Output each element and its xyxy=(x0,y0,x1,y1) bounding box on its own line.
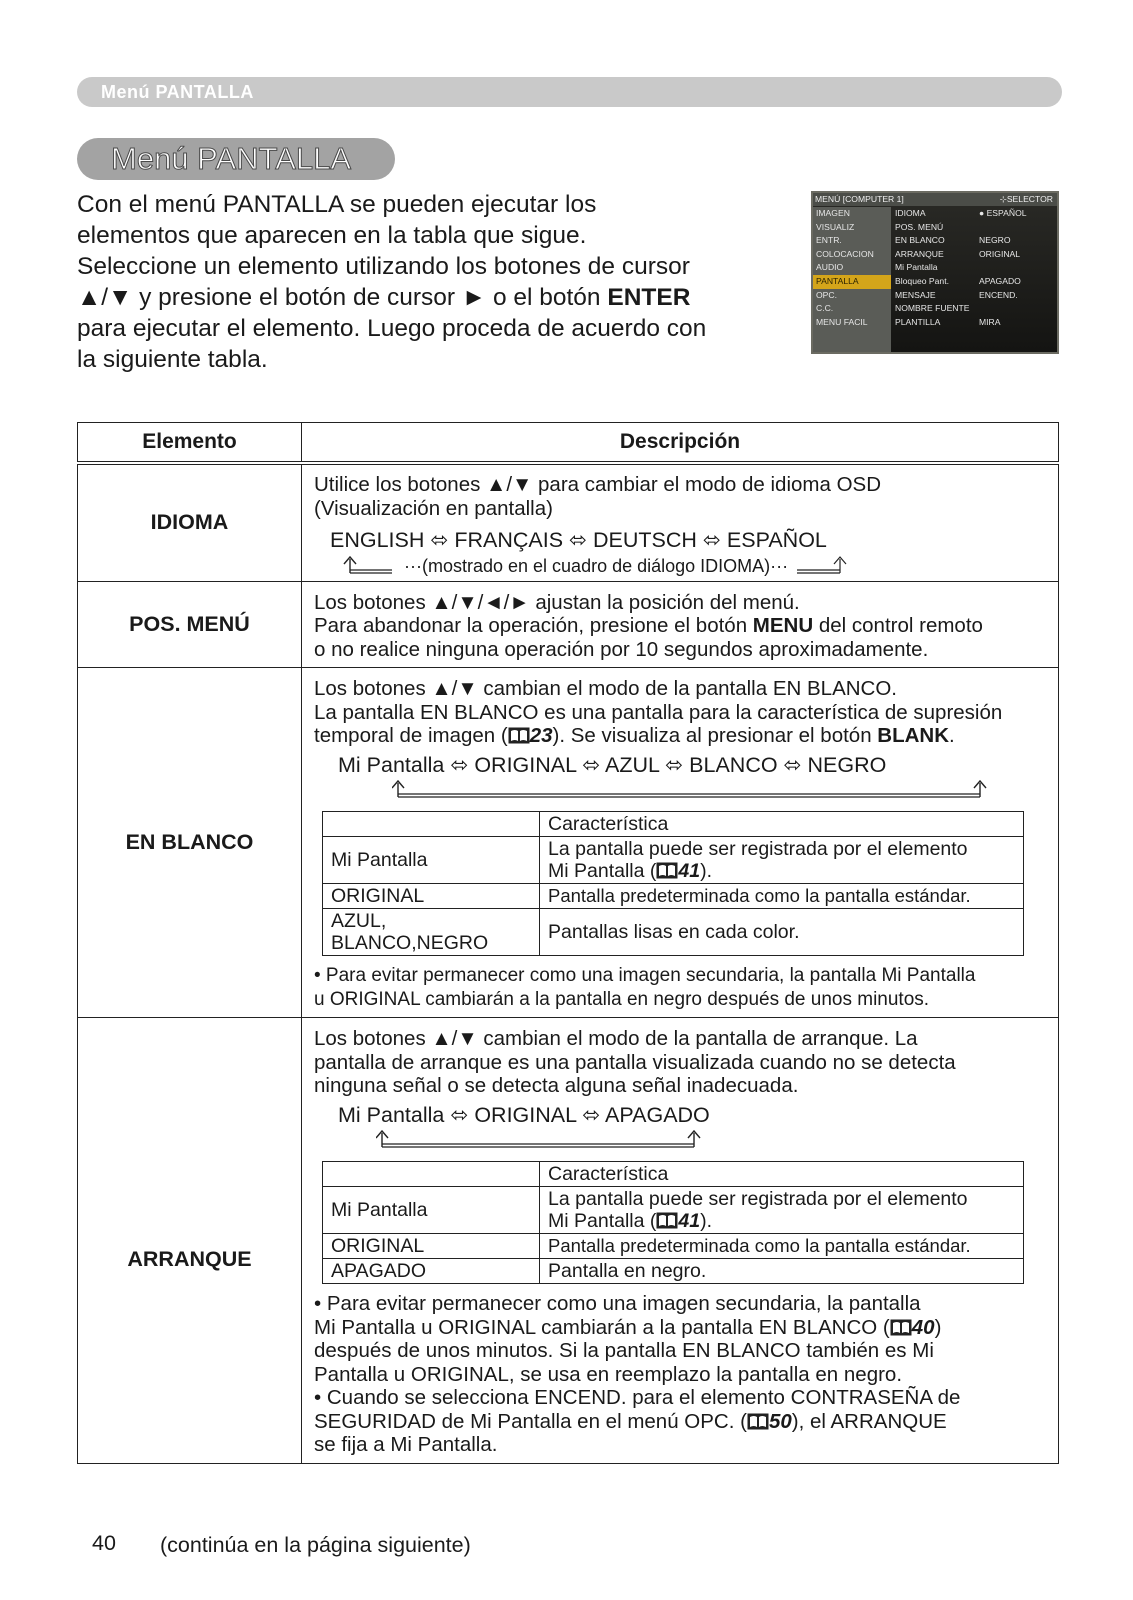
osd-menu-screenshot xyxy=(811,191,1059,354)
sub-header-empty xyxy=(323,1162,540,1187)
intro-line: Seleccione un elemento utilizando los botones de cursor xyxy=(77,253,690,280)
osd-header-left: MENÚ [COMPUTER 1] xyxy=(815,194,904,204)
option-desc: Pantalla en negro. xyxy=(540,1259,1024,1284)
option-desc-line: La pantalla puede ser registrada por el elemento xyxy=(548,838,968,860)
startup-cycle: Mi Pantalla ⬄ ORIGINAL ⬄ APAGADO xyxy=(338,1102,710,1127)
option-desc: Pantalla predeterminada como la pantalla estándar. xyxy=(540,884,1024,909)
osd-menu-item: AUDIO xyxy=(816,262,844,273)
sub-table-row xyxy=(323,909,1024,956)
option-desc: Pantalla predeterminada como la pantalla estándar. xyxy=(540,1234,1024,1259)
desc-line: pantalla de arranque es una pantalla visualizada cuando no se detecta xyxy=(314,1050,956,1074)
osd-value: MIRA xyxy=(979,316,1001,327)
cycle-return-note xyxy=(314,553,1048,577)
osd-menu-item: ENTR. xyxy=(816,235,842,246)
osd-value: ● ESPAÑOL xyxy=(979,208,1027,218)
menu-items-table xyxy=(77,422,1059,1464)
table-row-en-blanco xyxy=(78,668,1059,1018)
table-row-arranque xyxy=(78,1018,1059,1464)
osd-menu-item: OPC. xyxy=(816,289,838,300)
desc-line xyxy=(314,724,1048,748)
desc-text: ). xyxy=(700,860,712,882)
desc-text: Mi Pantalla ( xyxy=(548,860,657,882)
sub-header-feature: Característica xyxy=(540,1162,1024,1187)
desc-line xyxy=(314,614,1048,638)
item-name-en-blanco: EN BLANCO xyxy=(78,668,302,1018)
intro-line: para ejecutar el elemento. Luego proceda de acuerdo con xyxy=(77,315,707,342)
sub-header-empty xyxy=(323,812,540,837)
osd-value-list xyxy=(979,207,1027,329)
book-reference-icon xyxy=(656,862,678,879)
column-header-description: Descripción xyxy=(302,423,1059,464)
option-name: Mi Pantalla xyxy=(323,1187,540,1234)
column-header-item: Elemento xyxy=(78,423,302,464)
enter-key-label: ENTER xyxy=(607,284,691,311)
osd-header-right: ⊹SELECTOR xyxy=(999,194,1053,204)
menu-button-label: MENU xyxy=(752,614,814,637)
note-line xyxy=(314,1316,1048,1340)
sub-header-feature: Característica xyxy=(540,812,1024,837)
book-reference-icon xyxy=(747,1413,769,1430)
option-name-line: BLANCO,NEGRO xyxy=(331,932,489,954)
language-note: ···(mostrado en el cuadro de diálogo IDIOMA)··· xyxy=(404,555,789,576)
blank-cycle: Mi Pantalla ⬄ ORIGINAL ⬄ AZUL ⬄ BLANCO ⬄ NEGRO xyxy=(338,752,887,777)
intro-line: Con el menú PANTALLA se pueden ejecutar los xyxy=(77,191,597,218)
desc-line: Los botones ▲/▼ cambian el modo de la pantalla EN BLANCO. xyxy=(314,677,897,700)
osd-value xyxy=(979,261,1027,275)
note-line xyxy=(314,1410,1048,1434)
osd-value: NEGRO xyxy=(979,235,1011,246)
item-desc-arranque xyxy=(302,1018,1059,1464)
osd-submenu-item: EN BLANCO xyxy=(895,235,945,246)
desc-line: Los botones ▲/▼ cambian el modo de la pantalla de arranque. La xyxy=(314,1027,918,1050)
sub-table-row xyxy=(323,884,1024,909)
desc-text: ), el ARRANQUE xyxy=(791,1409,947,1433)
sub-table-row xyxy=(323,837,1024,884)
return-arrow-icon xyxy=(376,1127,776,1151)
desc-text: del control remoto xyxy=(813,614,983,637)
osd-menu-item: MENU FACIL xyxy=(816,316,868,327)
section-header-bar xyxy=(77,77,1062,107)
blank-options-table xyxy=(322,811,1024,956)
desc-line: Utilice los botones ▲/▼ para cambiar el modo de idioma OSD xyxy=(314,473,881,496)
desc-text: ). xyxy=(700,1210,712,1232)
note-line: se fija a Mi Pantalla. xyxy=(314,1433,498,1456)
osd-menu-item: COLOCACION xyxy=(816,248,874,259)
note-line: Pantalla u ORIGINAL, se usa en reemplazo la pantalla en negro. xyxy=(314,1362,903,1386)
item-desc-pos-menu xyxy=(302,581,1059,668)
option-desc-line xyxy=(548,1210,1015,1232)
osd-value: ENCEND. xyxy=(979,289,1018,300)
option-desc xyxy=(540,837,1024,884)
osd-submenu-item: NOMBRE FUENTE xyxy=(895,303,970,314)
sub-table-header xyxy=(323,812,1024,837)
option-name: APAGADO xyxy=(323,1259,540,1284)
book-reference-icon xyxy=(890,1319,912,1336)
option-desc-line: La pantalla puede ser registrada por el elemento xyxy=(548,1188,968,1210)
note-line: después de unos minutos. Si la pantalla EN BLANCO también es Mi xyxy=(314,1339,934,1362)
item-desc-idioma xyxy=(302,463,1059,581)
section-header-label: Menú PANTALLA xyxy=(101,82,254,102)
page-reference: 41 xyxy=(678,860,701,882)
page-reference: 23 xyxy=(529,724,553,747)
option-desc xyxy=(540,1187,1024,1234)
osd-value: ORIGINAL xyxy=(979,248,1021,259)
desc-text: . xyxy=(949,724,955,747)
return-arrow-icon xyxy=(392,777,992,801)
osd-menu-list xyxy=(813,207,891,352)
table-row-pos-menu xyxy=(78,581,1059,668)
osd-menu-item: C.C. xyxy=(816,303,834,314)
osd-value: APAGADO xyxy=(979,275,1021,286)
option-desc: Pantallas lisas en cada color. xyxy=(540,909,1024,956)
desc-text: ). Se visualiza al presionar el botón xyxy=(552,724,878,747)
sub-table-row xyxy=(323,1259,1024,1284)
osd-submenu-item: IDIOMA xyxy=(895,208,926,218)
blank-button-label: BLANK xyxy=(877,724,950,747)
note-line: • Para evitar permanecer como una imagen secundaria, la pantalla xyxy=(314,1292,921,1315)
option-name: ORIGINAL xyxy=(323,884,540,909)
osd-submenu-item: Bloqueo Pant. xyxy=(895,275,949,286)
osd-submenu-item: MENSAJE xyxy=(895,289,936,300)
desc-line: ninguna señal o se detecta alguna señal inadecuada. xyxy=(314,1074,799,1097)
desc-text: Para abandonar la operación, presione el botón xyxy=(314,614,753,637)
intro-line: elementos que aparecen en la tabla que sigue. xyxy=(77,222,587,249)
language-cycle: ENGLISH ⬄ FRANÇAIS ⬄ DEUTSCH ⬄ ESPAÑOL xyxy=(330,528,827,552)
osd-menu-item: VISUALIZ xyxy=(816,221,855,232)
osd-submenu-list xyxy=(895,207,969,329)
page-reference: 41 xyxy=(678,1210,701,1232)
osd-menu-item-selected: PANTALLA xyxy=(813,275,891,289)
intro-paragraph xyxy=(77,189,777,375)
book-reference-icon xyxy=(508,727,530,744)
desc-text: temporal de imagen ( xyxy=(314,724,508,747)
cycle-return xyxy=(314,777,1048,801)
osd-menu-item: IMAGEN xyxy=(816,208,850,218)
item-name-pos-menu: POS. MENÚ xyxy=(78,581,302,668)
intro-line xyxy=(77,282,777,313)
osd-submenu-item: Mi Pantalla xyxy=(895,262,938,273)
page-title: Menú PANTALLA xyxy=(111,141,352,176)
book-reference-icon xyxy=(656,1212,678,1229)
sub-table-header xyxy=(323,1162,1024,1187)
page-reference: 40 xyxy=(911,1315,935,1339)
desc-line: (Visualización en pantalla) xyxy=(314,496,553,520)
osd-submenu-item: ARRANQUE xyxy=(895,248,944,259)
item-name-idioma: IDIOMA xyxy=(78,463,302,581)
note-line: • Cuando se selecciona ENCEND. para el elemento CONTRASEÑA de xyxy=(314,1386,961,1409)
note-line: u ORIGINAL cambiarán a la pantalla en negro después de unos minutos. xyxy=(314,988,930,1010)
desc-line: Los botones ▲/▼/◄/► ajustan la posición del menú. xyxy=(314,590,800,614)
sub-table-row xyxy=(323,1187,1024,1234)
option-name: Mi Pantalla xyxy=(323,837,540,884)
intro-line: la siguiente tabla. xyxy=(77,346,268,373)
desc-text: SEGURIDAD de Mi Pantalla en el menú OPC. ( xyxy=(314,1409,747,1433)
osd-header xyxy=(813,193,1057,206)
page-title-pill xyxy=(77,138,395,180)
osd-value xyxy=(979,221,1027,235)
option-desc-line xyxy=(548,860,1015,882)
page-number: 40 xyxy=(92,1531,116,1555)
desc-line: La pantalla EN BLANCO es una pantalla para la característica de supresión xyxy=(314,700,1003,724)
osd-submenu-item: POS. MENÚ xyxy=(895,221,944,232)
cycle-return xyxy=(314,1127,1048,1151)
intro-text: ▲/▼ y presione el botón de cursor ► o el botón xyxy=(77,284,608,311)
desc-line: o no realice ninguna operación por 10 segundos aproximadamente. xyxy=(314,637,929,661)
osd-value xyxy=(979,302,1027,316)
option-name: ORIGINAL xyxy=(323,1234,540,1259)
page-reference: 50 xyxy=(768,1409,792,1433)
table-header-row xyxy=(78,423,1059,464)
note-line: • Para evitar permanecer como una imagen secundaria, la pantalla Mi Pantalla xyxy=(314,965,976,986)
table-row-idioma xyxy=(78,463,1059,581)
item-name-arranque: ARRANQUE xyxy=(78,1018,302,1464)
option-name xyxy=(323,909,540,956)
sub-table-row xyxy=(323,1234,1024,1259)
desc-text: Mi Pantalla u ORIGINAL cambiarán a la pantalla EN BLANCO ( xyxy=(314,1315,890,1339)
desc-text: Mi Pantalla ( xyxy=(548,1210,657,1232)
continued-note: (continúa en la página siguiente) xyxy=(160,1533,471,1557)
startup-options-table xyxy=(322,1161,1024,1284)
option-name-line: AZUL, xyxy=(331,910,387,932)
osd-submenu-item: PLANTILLA xyxy=(895,316,941,327)
item-desc-en-blanco xyxy=(302,668,1059,1018)
desc-text: ) xyxy=(934,1315,942,1339)
